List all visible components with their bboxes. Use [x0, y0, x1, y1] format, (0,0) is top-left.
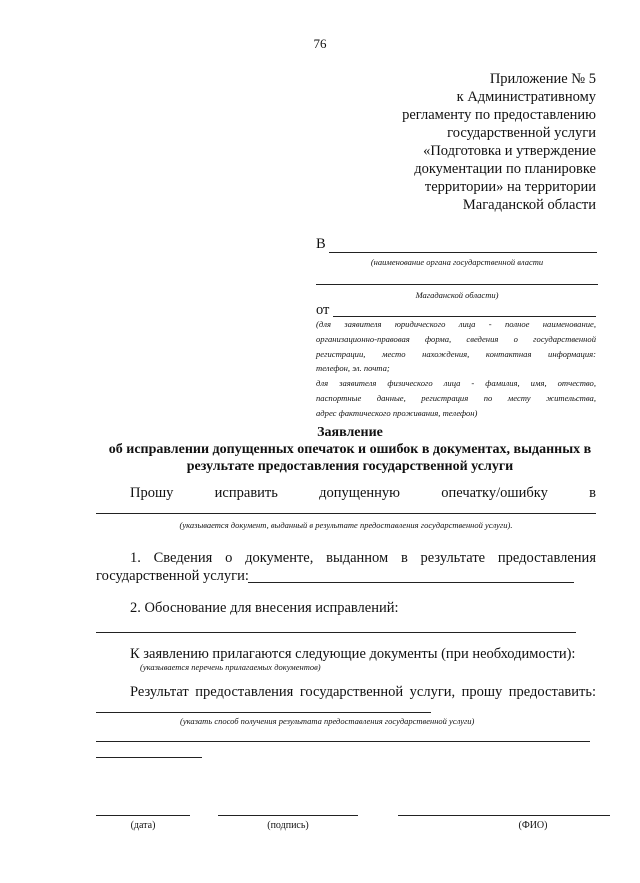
name-label: (ФИО)	[518, 820, 548, 831]
appendix-line: Приложение № 5	[489, 71, 596, 87]
applicant-hint-line: организационно-правовая форма, сведения о государственной	[316, 333, 596, 344]
result-field-line-3[interactable]	[96, 757, 202, 758]
attachments-hint: (указывается перечень прилагаемых документов)	[140, 662, 321, 672]
section1-word: документе,	[245, 550, 314, 566]
addressee-prefix-v: В	[316, 236, 326, 252]
section1-word: выданном	[326, 550, 389, 566]
section1-line	[130, 550, 596, 567]
section1-word: предоставления	[497, 550, 596, 566]
section2-field-line[interactable]	[96, 632, 576, 633]
request-word: Прошу	[130, 485, 174, 501]
section1-word: о	[225, 550, 233, 566]
applicant-hint-line: телефон, эл. почта;	[316, 363, 390, 374]
section1-word: результате	[420, 550, 486, 566]
appendix-line: документации по планировке	[414, 161, 596, 177]
applicant-hint-line: паспортные данные, регистрация по месту жительства,	[316, 392, 596, 403]
result-field-line-2[interactable]	[96, 741, 590, 742]
appendix-block	[402, 70, 596, 214]
section2-text: 2. Обоснование для внесения исправлений:	[130, 600, 399, 616]
section1-line2: государственной услуги:	[96, 568, 249, 584]
page-number: 76	[313, 36, 327, 51]
appendix-line: «Подготовка и утверждение	[423, 143, 596, 159]
request-line	[130, 485, 596, 502]
appendix-line: территории» на территории	[424, 179, 596, 195]
signature-label: (подпись)	[267, 820, 309, 831]
authority-hint: (наименование органа государственной власти	[370, 257, 544, 267]
applicant-hint-line: для заявителя физического лица - фамилия, имя, отчество,	[316, 378, 596, 389]
section1-field-line[interactable]	[248, 582, 574, 583]
title-line-3: результате предоставления государственной услуги	[186, 459, 514, 474]
appendix-line: государственной услуги	[447, 125, 596, 141]
name-line[interactable]	[398, 815, 610, 816]
applicant-hint-line: (для заявителя юридического лица - полное наименование,	[316, 319, 596, 329]
appendix-line: регламенту по предоставлению	[402, 107, 596, 123]
date-line[interactable]	[96, 815, 190, 816]
signature-line[interactable]	[218, 815, 358, 816]
addressee-prefix-ot: от	[316, 302, 330, 318]
applicant-hint-line: регистрации, место нахождения, контактная информация:	[316, 348, 596, 359]
region-hint: Магаданской области)	[415, 290, 499, 300]
result-hint: (указать способ получения результата предоставления государственной услуги)	[180, 716, 475, 726]
section1-word: в	[400, 550, 408, 566]
request-word: опечатку/ошибку	[441, 485, 548, 501]
authority-line-2[interactable]	[316, 284, 598, 285]
appendix-line: Магаданской области	[462, 197, 596, 213]
request-word: исправить	[214, 485, 278, 501]
request-hint: (указывается документ, выданный в результате предоставления государственной услуги).	[179, 520, 513, 530]
document-title	[80, 424, 620, 475]
title-line-2: об исправлении допущенных опечаток и ошибок в документах, выданных в	[108, 442, 592, 457]
request-document-line[interactable]	[96, 513, 596, 514]
section1-word: Сведения	[153, 550, 213, 566]
applicant-hint-line: адрес фактического проживания, телефон)	[316, 407, 478, 418]
authority-line[interactable]	[329, 252, 597, 253]
request-word: допущенную	[319, 485, 400, 501]
applicant-hint	[316, 317, 596, 421]
attachments-text: К заявлению прилагаются следующие документы (при необходимости):	[130, 646, 576, 662]
result-text: Результат предоставления государственной услуги, прошу предоставить:	[130, 684, 596, 700]
request-word: в	[589, 485, 596, 501]
section1-word: 1.	[130, 550, 141, 566]
title-line-1: Заявление	[317, 425, 383, 440]
date-label: (дата)	[130, 820, 156, 831]
appendix-line: к Административному	[456, 89, 596, 105]
result-field-line[interactable]	[96, 712, 431, 713]
